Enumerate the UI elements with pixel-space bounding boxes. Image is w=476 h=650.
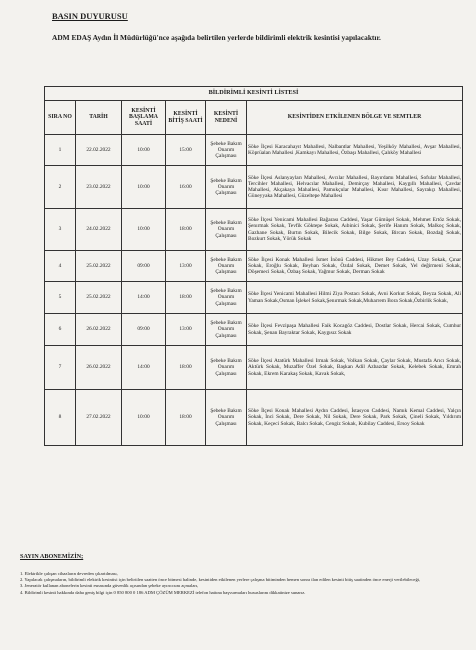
row-start-time: 10:00 — [122, 135, 166, 166]
row-date: 23.02.2022 — [76, 166, 122, 209]
row-number: 5 — [45, 282, 76, 314]
table-row — [45, 209, 463, 251]
row-end-time: 13:00 — [166, 251, 206, 282]
note-item: 2. Yapılacak çalışmaların, bildirimli elektrik kesintisi için belirtilen saatten önce bitmesi halinde, kesintiden etkilenen yerlere çalışma bitiminden hemen sonra ilan edilen kesinti bitiş saatinden önce enerji verilebileceği, — [20, 577, 421, 583]
table-row — [45, 251, 463, 282]
row-reason: Şebeke Bakım Onarım Çalışması — [206, 390, 247, 446]
table-row — [45, 390, 463, 446]
column-header-reason: KESİNTİ NEDENİ — [206, 101, 247, 135]
row-date: 24.02.2022 — [76, 209, 122, 251]
row-date: 25.02.2022 — [76, 251, 122, 282]
row-date: 25.02.2022 — [76, 282, 122, 314]
column-header-sira-no: SIRA NO — [45, 101, 76, 135]
row-regions: Söke İlçesi Yenicami Mahallesi Bağarası Caddesi, Yaşar Gümüşel Sokak, Mehmet Ertöz Sokak, Şenırmak Sokak, Tevfik Göktepe Sokak, Aıbinici Sokak, Şerife Hanım Sokak, Malkoç Sokak, Gazhane Sokak, Burtın Sokak, Bilecik Sokak, Bilge Sokak, Bircan Sokak, Bozdağ Sokak, Bozkurt Sokak, Yörük Sokak — [247, 209, 463, 251]
column-header-start-time: KESİNTİ BAŞLAMA SAATİ — [122, 101, 166, 135]
row-end-time: 18:00 — [166, 390, 206, 446]
row-number: 1 — [45, 135, 76, 166]
row-start-time: 10:00 — [122, 209, 166, 251]
row-regions: Söke İlçesi Karacahayıt Mahallesi, Nalbantlar Mahallesi, Yeşilköy Mahallesi, Avşar Mahallesi, Köprüalan Mahallesi ,Kamkayı Mahallesi, Özbaşı Mahallesi, Çalıköy Mahallesi — [247, 135, 463, 166]
row-number: 6 — [45, 314, 76, 346]
row-regions: Söke İlçesi Fevzipaşa Mahallesi Faik Kocagöz Caddesi, Dostlar Sokak, Hercai Sokak, Cumhur Sokak, Şenan Bayraktar Sokak, Kaygısız Sokak — [247, 314, 463, 346]
row-reason: Şebeke Bakım Onarım Çalışması — [206, 282, 247, 314]
row-number: 7 — [45, 346, 76, 390]
row-start-time: 09:00 — [122, 251, 166, 282]
row-start-time: 14:00 — [122, 346, 166, 390]
row-date: 26.02.2022 — [76, 346, 122, 390]
table-row — [45, 282, 463, 314]
row-date: 22.02.2022 — [76, 135, 122, 166]
row-reason: Şebeke Bakım Onarım Çalışması — [206, 314, 247, 346]
table-caption: BİLDİRİMLİ KESİNTİ LİSTESİ — [45, 87, 463, 101]
row-number: 2 — [45, 166, 76, 209]
row-regions: Söke İlçesi Atatürk Mahallesi Irmak Sokak, Volkan Sokak, Çaylar Sokak, Mustafa Arıcı Sokak, Aktürk Sokak, Muzaffer Özel Sokak, Başkan Adil Azbazdar Sokak, Kelebek Sokak, Emrah Sokak, Ekrem Karakaş Sokak, Kavak Sokak, — [247, 346, 463, 390]
notes-list — [20, 571, 460, 596]
note-item: 1. Elektrikle çalışan cihazların devreden çıkartılması, — [20, 571, 118, 576]
column-header-end-time: KESİNTİ BİTİŞ SAATİ — [166, 101, 206, 135]
row-end-time: 18:00 — [166, 209, 206, 251]
row-reason: Şebeke Bakım Onarım Çalışması — [206, 251, 247, 282]
document-title: BASIN DUYURUSU — [52, 11, 128, 21]
outage-table — [44, 86, 463, 446]
row-end-time: 18:00 — [166, 282, 206, 314]
row-start-time: 10:00 — [122, 166, 166, 209]
row-end-time: 13:00 — [166, 314, 206, 346]
row-regions: Söke İlçesi Yenicami Mahallesi Hilmi Ziya Postacı Sokak, Avni Korkut Sokak, Beyza Sokak, Ali Yaman Sokak,Osman İşlekel Sokak,Şenırmak Sokak,Muharrem Bora Sokak,Özbirlik Sokak, — [247, 282, 463, 314]
row-date: 26.02.2022 — [76, 314, 122, 346]
row-regions: Söke İlçesi Konak Mahallesi Aydın Caddesi, İstasyon Caddesi, Namık Kemal Caddesi, Yalçın Sokak, İnci Sokak, Dere Sokak, Nil Sokak, Dere Sokak, Park Sokak, Çineli Sokak, Yıldırım Sokak, Keçeci Sokak, Balcı Sokak, Cengiz Sokak, Kubilay Caddesi, Ersoy Sokak — [247, 390, 463, 446]
column-header-date: TARİH — [76, 101, 122, 135]
table-row — [45, 135, 463, 166]
table-row — [45, 314, 463, 346]
row-number: 8 — [45, 390, 76, 446]
note-item: 3. Jeneratör kullanan abonelerin kesinti esnasında güvenlik açısından şebeke ayırıcısını açmaları, — [20, 583, 199, 589]
row-reason: Şebeke Bakım Onarım Çalışması — [206, 135, 247, 166]
column-header-affected-regions: KESİNTİDEN ETKİLENEN BÖLGE VE SEMTLER — [247, 101, 463, 135]
row-number: 3 — [45, 209, 76, 251]
row-number: 4 — [45, 251, 76, 282]
intro-text: ADM EDAŞ Aydın İl Müdürlüğü'nce aşağıda belirtilen yerlerde bildirimli elektrik kesintisi yapılacaktır. — [52, 33, 381, 42]
row-reason: Şebeke Bakım Onarım Çalışması — [206, 346, 247, 390]
row-start-time: 09:00 — [122, 314, 166, 346]
table-row — [45, 166, 463, 209]
row-start-time: 14:00 — [122, 282, 166, 314]
note-item: 4. Bildirimli kesinti hakkında daha geniş bilgi için 0 850 800 0 186 ADM ÇÖZÜM MERKEZİ telefon hattına başvurmaları hususlarını dikkatinize sunarız. — [20, 589, 306, 595]
table-row — [45, 346, 463, 390]
row-end-time: 16:00 — [166, 166, 206, 209]
subscriber-heading: SAYIN ABONEMİZİN; — [20, 553, 84, 560]
row-start-time: 10:00 — [122, 390, 166, 446]
row-end-time: 15:00 — [166, 135, 206, 166]
row-end-time: 18:00 — [166, 346, 206, 390]
row-reason: Şebeke Bakım Onarım Çalışması — [206, 209, 247, 251]
row-reason: Şebeke Bakım Onarım Çalışması — [206, 166, 247, 209]
row-regions: Söke İlçesi Konak Mahallesi İsmet İnönü Caddesi, Hikmet Bey Caddesi, Uzay Sokak, Çınar Sokak, Eroğlu Sokak, Beyhan Sokak, Özdal Sokak, Demet Sokak, Yel değirmeni Sokak, Döşemeci Sokak, Özbaş Sokak, Yağmur Sokak, Derman Sokak — [247, 251, 463, 282]
row-regions: Söke İlçesi Aslanyayları Mahallesi, Avcılar Mahallesi, Bayırdamı Mahallesi, Sofular Mahallesi, Tercihler Mahallesi, Helvacılar Mahallesi, Demirçay Mahallesi, Kaygıllı Mahallesi, Çavdar Mahallesi, Akçakaya Mahallesi, Pamukçular Mahallesi, Kısır Mahallesi, Sayrakçı Mahallesi, Güneyyaka Mahallesi, Güzeltepe Mahallesi — [247, 166, 463, 209]
row-date: 27.02.2022 — [76, 390, 122, 446]
